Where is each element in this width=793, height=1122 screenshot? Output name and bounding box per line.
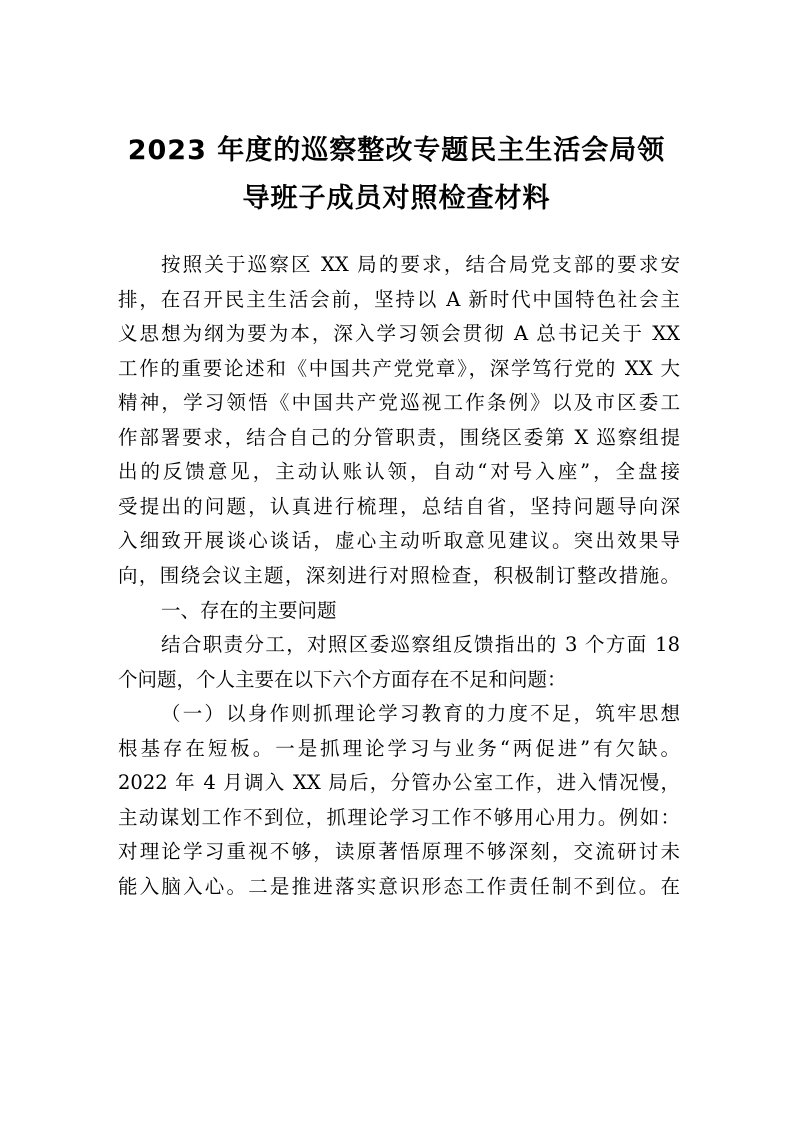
body-text-line: 精神，学习领悟《中国共产党巡视工作条例》以及市区委工 (118, 391, 680, 415)
body-text-line: 义思想为纲为要为本，深入学习领会贯彻 A 总书记关于 XX (118, 322, 680, 346)
body-text-line: 个问题，个人主要在以下六个方面存在不足和问题： (118, 667, 567, 691)
body-text-line: 2022 年 4 月调入 XX 局后，分管办公室工作，进入情况慢， (118, 771, 680, 795)
body-text-line: 出的反馈意见，主动认账认领，自动“对号入座”，全盘接 (118, 460, 680, 484)
body-text-line: 能入脑入心。二是推进落实意识形态工作责任制不到位。在 (118, 874, 680, 898)
document-title-line-1: 2023 年度的巡察整改专题民主生活会局领 (127, 135, 666, 166)
body-text-line: 向，围绕会议主题，深刻进行对照检查，积极制订整改措施。 (118, 563, 680, 587)
body-text-line: 主动谋划工作不到位，抓理论学习工作不够用心用力。例如： (118, 805, 680, 829)
body-text-line: 工作的重要论述和《中国共产党党章》，深学笃行党的 XX 大 (118, 356, 680, 380)
document-title-line-2: 导班子成员对照检查材料 (242, 183, 551, 214)
body-text-line: （一）以身作则抓理论学习教育的力度不足，筑牢思想 (161, 702, 680, 726)
body-text-line: 按照关于巡察区 XX 局的要求，结合局党支部的要求安 (161, 253, 680, 276)
body-text-line: 入细致开展谈心谈话，虚心主动听取意见建议。突出效果导 (118, 529, 680, 553)
body-text-line: 一、存在的主要问题 (161, 598, 337, 622)
body-text-line: 对理论学习重视不够，读原著悟原理不够深刻，交流研讨未 (118, 840, 680, 864)
body-text-line: 根基存在短板。一是抓理论学习与业务“两促进”有欠缺。 (118, 736, 680, 760)
body-text-line: 排，在召开民主生活会前，坚持以 A 新时代中国特色社会主 (118, 287, 680, 311)
body-text-line: 作部署要求，结合自己的分管职责，围绕区委第 X 巡察组提 (118, 425, 680, 449)
body-text-line: 受提出的问题，认真进行梳理，总结自省，坚持问题导向深 (118, 494, 680, 518)
body-text-line: 结合职责分工，对照区委巡察组反馈指出的 3 个方面 18 (161, 633, 680, 657)
